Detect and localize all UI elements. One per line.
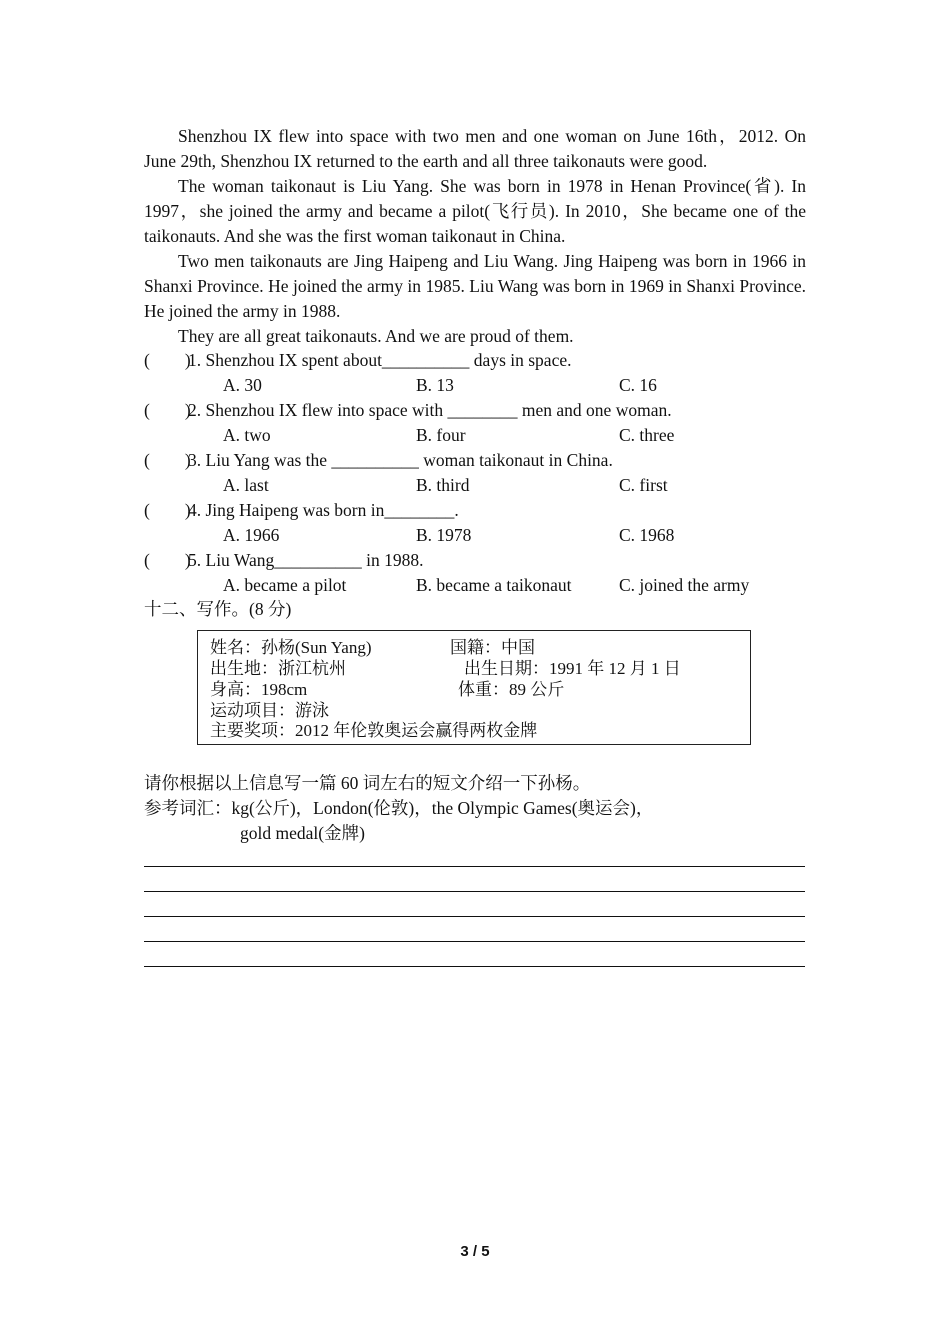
question-stem [144,348,806,373]
option-c: C. joined the army [619,575,750,595]
page-number: 3 / 5 [460,1243,490,1260]
answer-blank[interactable]: ( ) [144,550,191,570]
option-b: B. third [416,475,470,495]
question-options [144,423,806,448]
answer-blank[interactable]: ( ) [144,450,191,470]
question-text: 2. Shenzhou IX flew into space with ________ men and one woman. [188,400,672,420]
option-a: A. 30 [223,375,262,395]
answer-blank[interactable]: ( ) [144,400,191,420]
option-b: B. 1978 [416,525,472,545]
question-stem [144,448,806,473]
option-a: A. 1966 [223,525,280,545]
passage-paragraph: The woman taikonaut is Liu Yang. She was born in 1978 in Henan Province(省). In 1997，she joined the army and became a pilot(飞行员). In 2010，She became one of the taikonauts. And she was the first woman taikonaut in China. [144,176,806,246]
answer-blank[interactable]: ( ) [144,350,191,370]
option-b: B. four [416,425,466,445]
question-options [144,473,806,498]
writing-line[interactable] [144,966,805,967]
info-birthplace: 出生地：浙江杭州 [210,659,346,678]
info-height: 身高：198cm [210,680,308,699]
option-b: B. 13 [416,375,454,395]
answer-blank[interactable]: ( ) [144,500,191,520]
question-text: 5. Liu Wang__________ in 1988. [188,550,424,570]
info-name: 姓名：孙杨(Sun Yang) [210,638,372,657]
question-text: 1. Shenzhou IX spent about__________ days in space. [188,350,572,370]
question-list [144,348,806,598]
question-stem [144,548,806,573]
reading-passage [144,124,806,349]
option-c: C. first [619,475,668,495]
option-a: A. two [223,425,271,445]
question-text: 4. Jing Haipeng was born in________. [188,500,459,520]
passage-paragraph: Shenzhou IX flew into space with two men and one woman on June 16th，2012. On June 29th, Shenzhou IX returned to the earth and all three taikonauts were good. [144,126,806,171]
info-box [197,630,751,745]
info-awards: 主要奖项：2012 年伦敦奥运会赢得两枚金牌 [210,721,538,740]
info-sport: 运动项目：游泳 [210,701,329,720]
passage-paragraph: They are all great taikonauts. And we are proud of them. [178,326,574,346]
passage-paragraph: Two men taikonauts are Jing Haipeng and Liu Wang. Jing Haipeng was born in 1966 in Shanxi Province. He joined the army in 1985. Liu Wang was born in 1969 in Shanxi Province. He joined the army in 1988. [144,251,806,321]
writing-line[interactable] [144,866,805,867]
question-options [144,573,806,598]
option-c: C. 16 [619,375,657,395]
reference-vocabulary: 参考词汇：kg(公斤)，London(伦敦)，the Olympic Games(奥运会)， [144,798,654,818]
info-weight: 体重：89 公斤 [458,680,565,699]
option-c: C. 1968 [619,525,675,545]
section-title: 十二、写作。(8 分) [144,599,292,619]
info-birthdate: 出生日期：1991 年 12 月 1 日 [464,659,681,678]
writing-line[interactable] [144,941,805,942]
writing-line[interactable] [144,891,805,892]
question-stem [144,398,806,423]
question-options [144,523,806,548]
reference-vocabulary-cont: gold medal(金牌) [240,823,365,843]
option-b: B. became a taikonaut [416,575,572,595]
option-a: A. last [223,475,269,495]
writing-prompt: 请你根据以上信息写一篇 60 词左右的短文介绍一下孙杨。 [144,773,591,793]
option-c: C. three [619,425,675,445]
writing-line[interactable] [144,916,805,917]
info-nationality: 国籍：中国 [450,638,535,657]
question-stem [144,498,806,523]
question-text: 3. Liu Yang was the __________ woman taikonaut in China. [188,450,613,470]
question-options [144,373,806,398]
option-a: A. became a pilot [223,575,347,595]
